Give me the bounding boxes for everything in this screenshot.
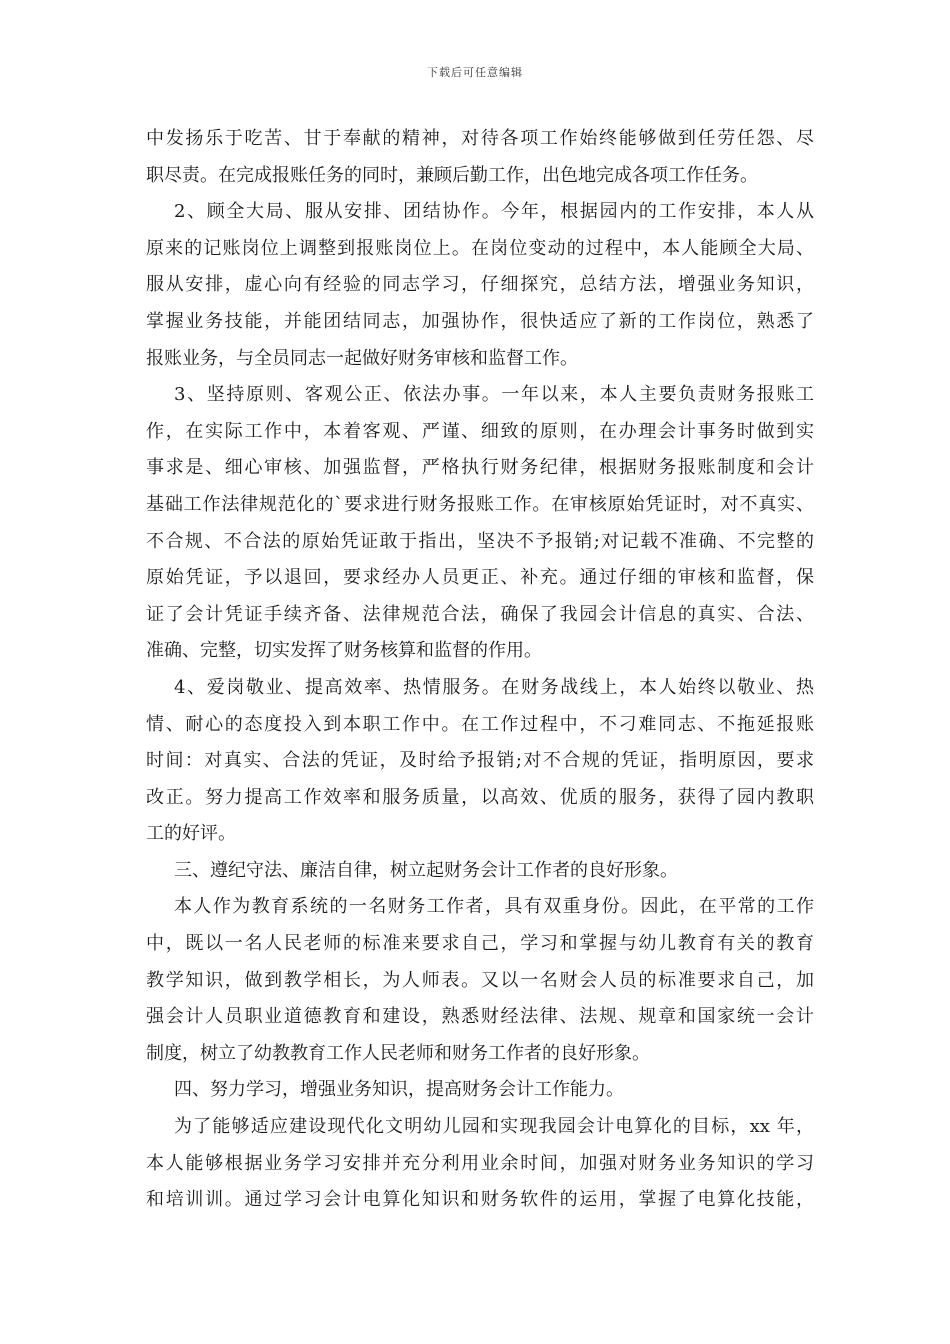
text-line: 4、爱岗敬业、提高效率、热情服务。在财务战线上，本人始终以敬业、热	[174, 676, 814, 698]
text-line: 本人能够根据业务学习安排并充分利用业余时间，加强对财务业务知识的学习	[146, 1152, 814, 1174]
text-line: 中，既以一名人民老师的标准来要求自己，学习和掌握与幼儿教育有关的教育	[146, 933, 814, 955]
text-line: 和培训训。通过学习会计电算化知识和财务软件的运用，掌握了电算化技能，	[146, 1189, 814, 1211]
text-line: 原始凭证，予以退回，要求经办人员更正、补充。通过仔细的审核和监督，保	[146, 567, 814, 589]
page-header-note: 下载后可任意编辑	[427, 66, 523, 79]
text-line: 改正。努力提高工作效率和服务质量，以高效、优质的服务，获得了园内教职	[146, 786, 814, 808]
text-line: 为了能够适应建设现代化文明幼儿园和实现我园会计电算化的目标，xx 年，	[174, 1116, 814, 1138]
text-line: 三、遵纪守法、廉洁自律，树立起财务会计工作者的良好形象。	[174, 859, 678, 881]
text-line: 本人作为教育系统的一名财务工作者，具有双重身份。因此，在平常的工作	[174, 896, 814, 918]
text-line: 服从安排，虚心向有经验的同志学习，仔细探究，总结方法，增强业务知识，	[146, 274, 814, 296]
text-line: 报账业务，与全员同志一起做好财务审核和监督工作。	[146, 347, 578, 369]
text-line: 时间：对真实、合法的凭证，及时给予报销;对不合规的凭证，指明原因，要求	[146, 750, 814, 772]
text-line: 制度，树立了幼教教育工作人民老师和财务工作者的良好形象。	[146, 1042, 650, 1064]
text-line: 四、努力学习，增强业务知识，提高财务会计工作能力。	[174, 1079, 624, 1101]
text-line: 原来的记账岗位上调整到报账岗位上。在岗位变动的过程中，本人能顾全大局、	[146, 237, 814, 259]
text-line: 基础工作法律规范化的`要求进行财务报账工作。在审核原始凭证时，对不真实、	[146, 493, 814, 515]
text-line: 教学知识，做到教学相长，为人师表。又以一名财会人员的标准要求自己，加	[146, 969, 814, 991]
text-line: 事求是、细心审核、加强监督，严格执行财务纪律，根据财务报账制度和会计	[146, 457, 814, 479]
text-line: 不合规、不合法的原始凭证敢于指出，坚决不予报销;对记载不准确、不完整的	[146, 530, 814, 552]
text-line: 3、坚持原则、客观公正、依法办事。一年以来，本人主要负责财务报账工	[174, 384, 814, 406]
document-body	[146, 121, 814, 1219]
text-line: 职尽责。在完成报账任务的同时，兼顾后勤工作，出色地完成各项工作任务。	[146, 164, 758, 186]
text-line: 情、耐心的态度投入到本职工作中。在工作过程中，不刁难同志、不拖延报账	[146, 713, 814, 735]
text-line: 掌握业务技能，并能团结同志，加强协作，很快适应了新的工作岗位，熟悉了	[146, 310, 814, 332]
text-line: 准确、完整，切实发挥了财务核算和监督的作用。	[146, 640, 542, 662]
text-line: 证了会计凭证手续齐备、法律规范合法，确保了我园会计信息的真实、合法、	[146, 603, 814, 625]
text-line: 中发扬乐于吃苦、甘于奉献的精神，对待各项工作始终能够做到任劳任怨、尽	[146, 128, 814, 149]
text-line: 作，在实际工作中，本着客观、严谨、细致的原则，在办理会计事务时做到实	[146, 420, 814, 442]
text-line: 强会计人员职业道德教育和建设，熟悉财经法律、法规、规章和国家统一会计	[146, 1006, 814, 1028]
text-line: 2、顾全大局、服从安排、团结协作。今年，根据园内的工作安排，本人从	[174, 201, 814, 223]
text-line: 工的好评。	[146, 823, 236, 845]
